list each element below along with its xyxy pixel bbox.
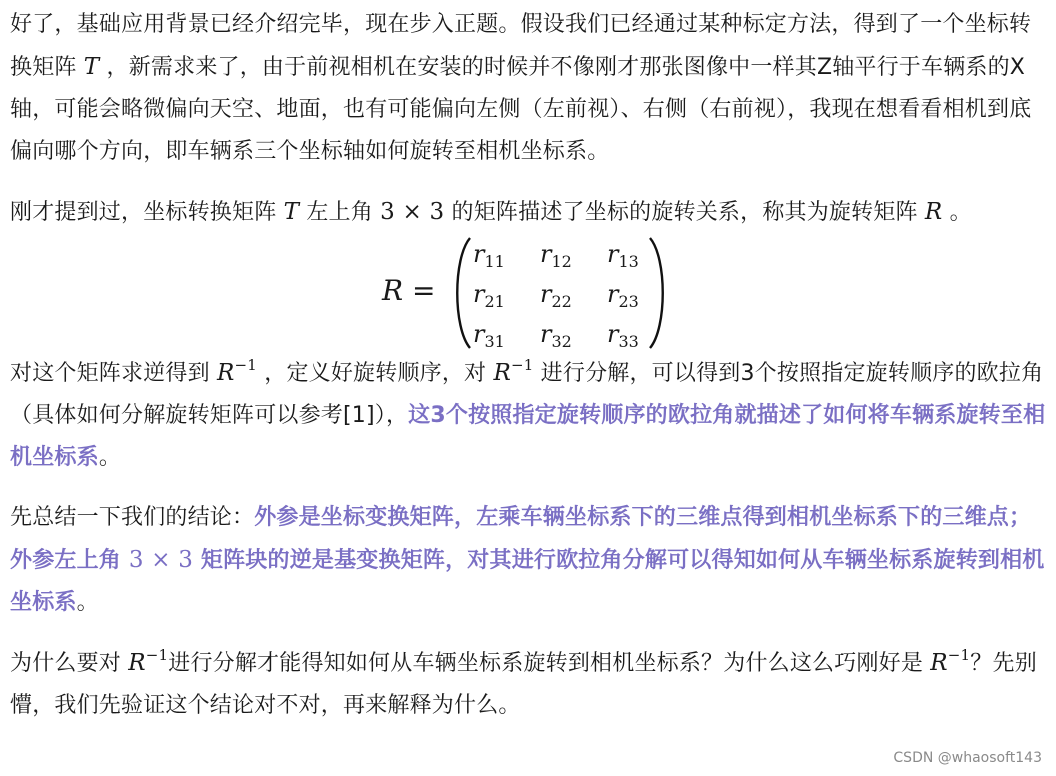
text: ，定义好旋转顺序，对 [257, 361, 494, 386]
math-R-inverse: $R^{-1}$ [493, 356, 534, 386]
highlight-text: 外参是坐标变换矩阵，左乘车辆坐标系下的三维点得到相机坐标系下的三维点；外参左上角 [10, 505, 1032, 573]
math-R: R [924, 199, 943, 225]
csdn-watermark: CSDN @whaosoft143 [893, 750, 1042, 766]
matrix-cell: $r_{22}$ [540, 280, 572, 311]
math-dim: 3 × 3 [128, 547, 194, 573]
right-paren [646, 236, 670, 350]
text: 刚才提到过，坐标转换矩阵 [10, 200, 284, 225]
text: 。 [942, 200, 972, 225]
highlight-text: 矩阵块的逆是基变换矩阵，对其进行欧拉角分解可以得知如何从车辆坐标系旋转到相机坐标系 [10, 548, 1045, 615]
math-dim: 3 × 3 [380, 199, 445, 225]
text: ，新需求来了，由于前视相机在安装的时候并不像刚才那张图像中一样其Z轴平行于车辆系的X轴，可能会略微偏向天空、地面，也有可能偏向左侧（左前视）、右侧（右前视），我现在想看看相机到底偏向哪个方向，即车辆系三个坐标轴如何旋转至相机坐标系。 [10, 55, 1032, 164]
rotation-matrix-equation [10, 234, 1046, 352]
paragraph-intro [10, 4, 1046, 173]
text: 左上角 [299, 200, 381, 225]
paragraph-inverse [10, 352, 1046, 479]
matrix-cell: $r_{12}$ [540, 240, 572, 271]
text: 进行分解，可以得到3个按照指定旋转顺序的欧拉角（具体如何分解旋转矩阵可以参考[1]）， [10, 361, 1044, 428]
text: 对这个矩阵求逆得到 [10, 361, 217, 386]
math-R-inverse: $R^{-1}$ [217, 356, 258, 386]
text: 为什么要对 [10, 651, 129, 676]
text: 好了，基础应用背景已经介绍完毕，现在步入正题。假设我们已经通过某种标定方法，得到了一个坐标转换矩阵 [10, 12, 1032, 80]
article-body [10, 4, 1046, 727]
text: 。 [76, 590, 99, 615]
math-R-inverse: $R^{-1}$ [128, 646, 169, 676]
paragraph-conclusion [10, 497, 1046, 624]
matrix-cell: $r_{23}$ [607, 280, 639, 311]
matrix-cell: $r_{13}$ [607, 240, 639, 271]
text: 先总结一下我们的结论： [10, 505, 255, 530]
math-T: T [283, 199, 300, 225]
matrix-cell: $r_{33}$ [607, 320, 639, 351]
text: 进行分解才能得知如何从车辆坐标系旋转到相机坐标系？为什么这么巧刚好是 [168, 651, 931, 676]
matrix-cell: $r_{31}$ [473, 320, 505, 351]
text: 。 [98, 445, 122, 470]
text: ？先别懵，我们先验证这个结论对不对，再来解释为什么。 [10, 651, 1037, 718]
paragraph-question [10, 642, 1046, 727]
paragraph-rotation [10, 191, 1046, 234]
matrix-cell: $r_{21}$ [473, 280, 505, 311]
matrix-cell: $r_{11}$ [473, 240, 505, 271]
matrix-cell: $r_{32}$ [540, 320, 572, 351]
math-T: T [83, 54, 100, 80]
math-R-inverse: $R^{-1}$ [930, 646, 971, 676]
matrix-lhs: R = [382, 274, 436, 307]
left-paren [450, 236, 474, 350]
text: 的矩阵描述了坐标的旋转关系，称其为旋转矩阵 [444, 200, 925, 225]
highlight-text: 这3个按照指定旋转顺序的欧拉角就描述了如何将车辆系旋转至相机坐标系 [10, 403, 1046, 470]
